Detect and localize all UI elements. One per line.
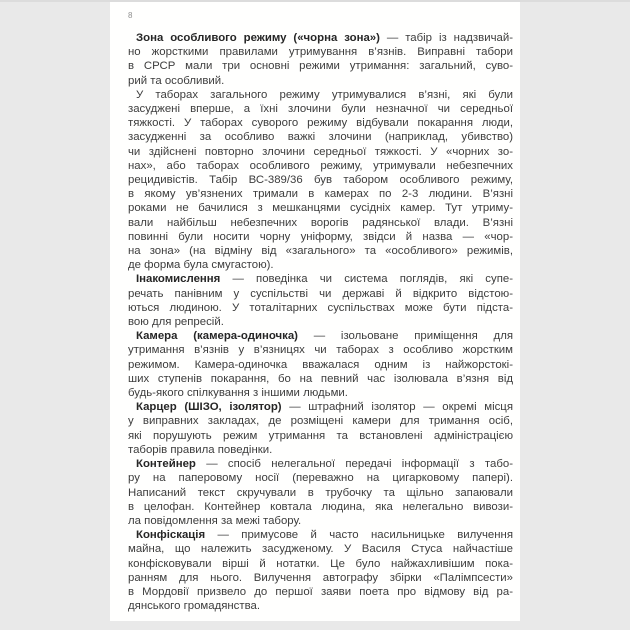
text-line: у виправних закладах, де розміщені камери для тримання осіб, [128,415,513,428]
text-line: чи здійснені повторно злочини середньої тяжкості. У «чорних зо- [128,145,513,158]
text-line: майна, що належить засудженому. У Василя Стуса найчастіше [128,543,513,556]
text-line: речать панівним у суспільстві чи державі й відкрито відстою- [128,287,513,300]
text-line: конфісковували вірші й нотатки. Це було найжахливішим пока- [128,557,513,570]
text-line: таборів правила поведінки. [128,443,273,456]
text-line: вали найбільш небезпечних ворогів радянської влади. В’язні [128,216,513,229]
text-line: Зона особливого режиму («чорна зона») — табір із надзвичай- [136,32,513,44]
text-line: Карцер (ШІЗО, ізолятор) — штрафний ізолятор — окремі місця [136,401,513,414]
document-page [110,2,520,621]
text-line: тяжкості. У таборах суворого режиму відбували покарання люди, [128,117,513,130]
text-line: Написаний текст скручували в трубочку та щільно запаювали [128,486,513,499]
text-line: вою для репресій. [128,316,224,329]
text-line: нах», або таборах особливого режиму, утримували небезпечних [128,159,513,172]
text-line: де форма була смугастою). [128,259,274,272]
text-line: будь-якого спілкування з іншими людьми. [128,387,348,400]
text-line: Інакомислення — поведінка чи система поглядів, які супе- [136,273,513,286]
text-line: но жорсткими правилами утримування в’язнів. Виправні табори [128,46,513,59]
text-line: в Мордовії призвело до першої заяви поета про відмову від ра- [128,585,513,598]
text-line: ються людиною. У тоталітарних суспільствах може бути підста- [128,301,513,314]
text-line: засуджені вперше, а їхні злочини були незначної чи середньої [128,103,513,116]
text-line: в СРСР мали три основні режими утримання: загальний, суво- [128,60,513,73]
glossary-term: Конфіскація [136,529,206,542]
text-line: режимом. Камера-одиночка вважалася одним із найжорстокі- [128,358,513,371]
text-line: Камера (камера-одиночка) — ізольоване приміщення для [136,330,514,343]
text-line: Конфіскація — примусове й часто насильницьке вилучення [136,529,513,542]
text-line: які порушують режим утримання та встановлені адміністрацією [128,429,513,442]
text-line: повинні були носити чорну уніформу, звідси й назва — «чор- [128,230,513,243]
page-number: 8 [128,11,133,20]
text-line: У таборах загального режиму утримувалися в’язні, які були [136,88,513,101]
text-line: Контейнер — спосіб нелегальної передачі інформації з табо- [136,458,513,471]
glossary-term: Камера (камера-одиночка) [136,330,298,343]
text-line: ших ступенів покарання, бо на певний час ізолювала в’язня від [128,372,513,385]
text-line: роками не бачилися з мешканцями сусідніх камер. Тут утриму- [128,202,513,215]
glossary-term: Карцер (ШІЗО, ізолятор) [136,401,282,414]
text-line: дянського громадянства. [128,600,261,613]
glossary-text [128,31,513,613]
text-line: ла повідомлення за межі табору. [128,514,302,527]
glossary-term: Інакомислення [136,273,221,286]
text-line: утримання в’язнів у в’язницях чи таборах з особливо жорстким [128,344,513,357]
glossary-term: Зона особливого режиму («чорна зона») [136,32,380,44]
text-line: ранням для нього. Вилучення автографу збірки «Палімпсести» [128,571,513,584]
text-line: рий та особливий. [128,74,225,87]
text-line: в якому ув’язнених тримали в камерах по 2-3 людини. В’язні [128,188,513,201]
text-line: засудженні за особливо важкі злочини (наприклад, убивство) [128,131,513,144]
text-line: в целофан. Контейнер ковтала людина, яка нелегально вивози- [128,500,513,513]
glossary-term: Контейнер [136,458,196,471]
text-line: ру на паперовому носії (переважно на цигарковому папері). [128,472,513,485]
text-line: рецидивістів. Табір ВС-389/36 був табором особливого режиму, [128,174,513,187]
text-line: на зона» (на відміну від «загального» та «особливого» режимів, [128,245,513,258]
